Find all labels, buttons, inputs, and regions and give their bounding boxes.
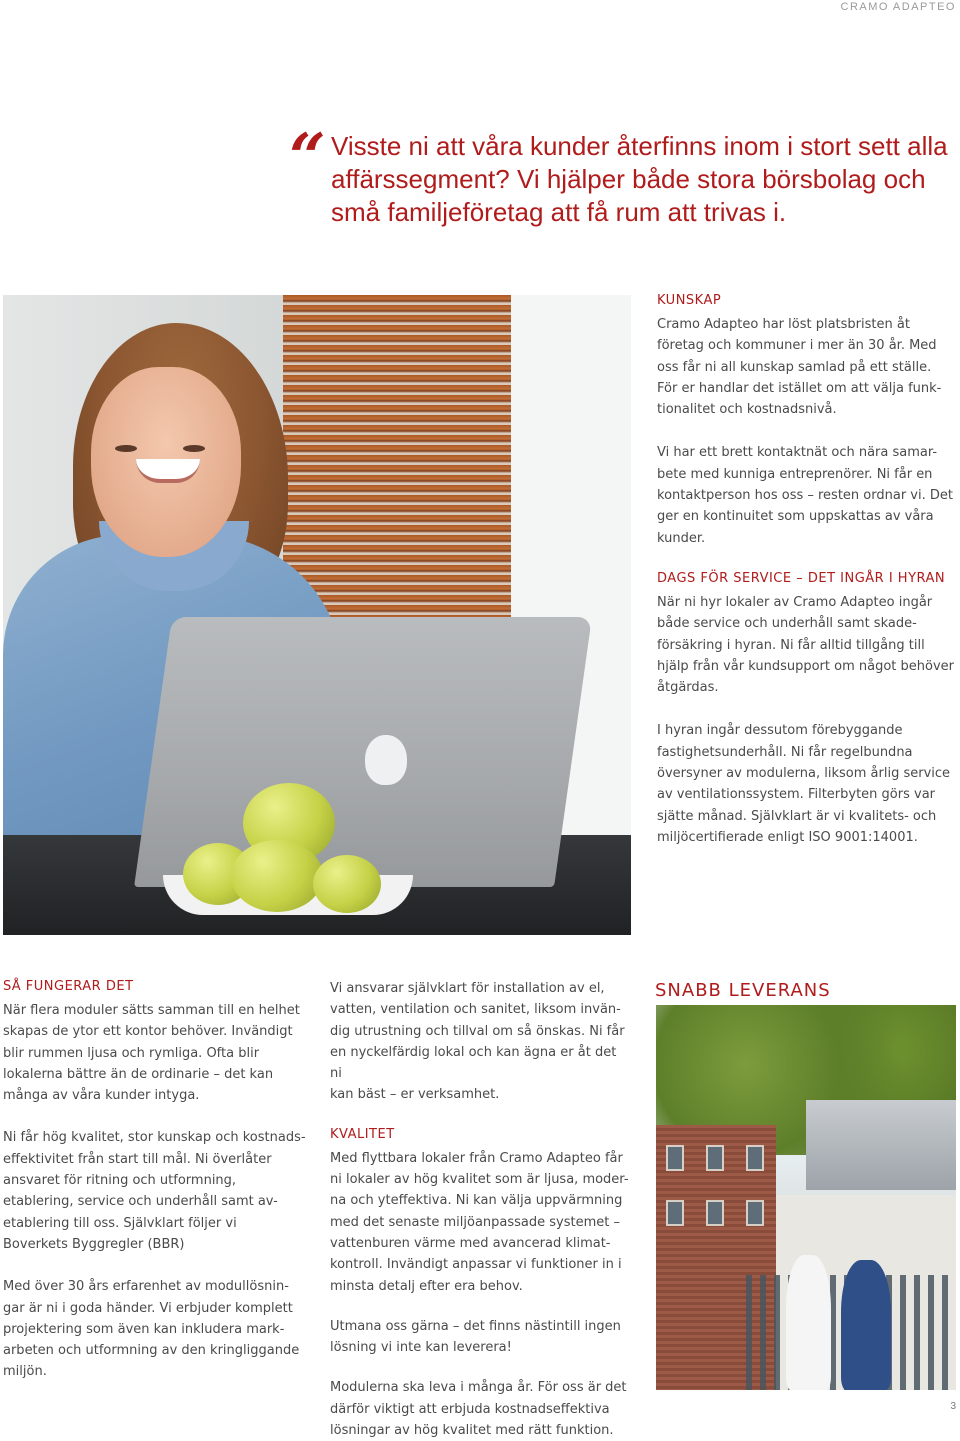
- text-line: ni lokaler av hög kvalitet som är ljusa, moder-: [330, 1172, 629, 1188]
- photo-apple: [313, 855, 381, 913]
- text-line: kunder.: [657, 530, 706, 546]
- kunskap-section: [657, 292, 957, 549]
- text-line: Vi ansvarar självklart för installation av el,: [330, 981, 605, 996]
- text-line: tionalitet och kostnadsnivå.: [657, 402, 837, 418]
- photo-eye: [115, 445, 137, 452]
- text-line: I hyran ingår dessutom förebyggande: [657, 723, 903, 739]
- quote-line: Visste ni att våra kunder återfinns inom i stort sett alla: [331, 131, 948, 161]
- text-line: miljöcertifierade enligt ISO 9001:14001.: [657, 829, 918, 845]
- photo-window: [666, 1145, 684, 1171]
- text-line: Med över 30 års erfarenhet av modullösnin-: [3, 1279, 289, 1295]
- text-line: dig utrustning och tillval om så önskas. Ni får: [330, 1023, 625, 1039]
- text-line: Cramo Adapteo har löst platsbristen åt: [657, 317, 910, 332]
- fungerar-heading: SÅ FUNGERAR DET: [3, 979, 134, 994]
- photo-module-delivery: [656, 1005, 956, 1390]
- text-line: både service och underhåll samt skade-: [657, 616, 917, 632]
- photo-window: [746, 1145, 764, 1171]
- text-line: sjätte månad. Självklart är vi kvalitets- och: [657, 808, 937, 824]
- text-line: åtgärdas.: [657, 680, 719, 696]
- text-line: lokalerna bättre än de ordinarie – det kan: [3, 1066, 274, 1082]
- photo-eye: [183, 445, 205, 452]
- service-heading: DAGS FÖR SERVICE – DET INGÅR I HYRAN: [657, 571, 946, 586]
- page-number: 3: [950, 1401, 956, 1412]
- laptop-logo-icon: [365, 735, 407, 785]
- photo-person: [841, 1260, 891, 1390]
- text-line: fastighetsunderhåll. Ni får regelbundna: [657, 744, 913, 760]
- photo-window: [706, 1200, 724, 1226]
- quote-mark-icon: “: [279, 120, 330, 195]
- middle-section: [330, 978, 630, 1441]
- kunskap-paragraph-2: [657, 442, 957, 548]
- text-line: försäkring i hyran. Ni får alltid tillgång till: [657, 637, 925, 653]
- text-line: Med flyttbara lokaler från Cramo Adapteo får: [330, 1150, 623, 1166]
- brand-header: CRAMO ADAPTEO: [840, 1, 956, 13]
- fungerar-paragraph-2: [3, 1127, 308, 1255]
- kunskap-paragraph-1: [657, 314, 957, 420]
- text-line: Ni får hög kvalitet, stor kunskap och kostnads-: [3, 1130, 306, 1146]
- text-line: hjälp från vår kundsupport om något behöver: [657, 658, 954, 674]
- text-line: vattenburen värme med avancerad klimat-: [330, 1235, 611, 1251]
- text-line: en nyckelfärdig lokal och kan ägna er åt det ni: [330, 1044, 617, 1082]
- fungerar-section: [3, 978, 308, 1383]
- kvalitet-paragraph: [330, 1148, 630, 1297]
- middle-paragraph-4: [330, 1377, 630, 1441]
- text-line: kontroll. Invändigt anpassar vi funktioner in i: [330, 1257, 622, 1273]
- text-line: med det senaste miljöanpassade systemet –: [330, 1214, 620, 1230]
- fungerar-paragraph-3: [3, 1276, 308, 1382]
- text-line: Utmana oss gärna – det finns nästintill ingen: [330, 1318, 621, 1334]
- photo-window: [746, 1200, 764, 1226]
- text-line: gar är ni i goda händer. Vi erbjuder komplett: [3, 1300, 293, 1316]
- text-line: många av våra kunder intyga.: [3, 1088, 200, 1104]
- service-section: [657, 570, 957, 848]
- text-line: kan bäst – er verksamhet.: [330, 1087, 500, 1103]
- photo-woman-laptop: [3, 295, 631, 935]
- text-line: etablering, service och underhåll samt av-: [3, 1194, 278, 1210]
- photo-lifted-module: [806, 1100, 956, 1190]
- text-line: Vi har ett brett kontaktnät och nära samar-: [657, 445, 938, 461]
- kvalitet-heading: KVALITET: [330, 1126, 395, 1142]
- text-line: blir rummen ljusa och rymliga. Ofta blir: [3, 1045, 260, 1061]
- text-line: lösningar av hög kvalitet med rätt funktion.: [330, 1423, 614, 1439]
- fungerar-paragraph-1: [3, 1000, 308, 1106]
- pull-quote: [331, 130, 956, 229]
- text-line: av ventilationssystem. Filterbyten görs var: [657, 787, 936, 803]
- snabb-leverans-heading: SNABB LEVERANS: [655, 980, 831, 1001]
- photo-apple: [231, 840, 323, 912]
- text-line: vatten, ventilation och sanitet, liksom invän-: [330, 1002, 621, 1018]
- quote-line: små familjeföretag att få rum att trivas i.: [331, 197, 787, 227]
- kunskap-heading: KUNSKAP: [657, 293, 722, 308]
- text-line: minsta detalj efter era behov.: [330, 1278, 523, 1294]
- text-line: Modulerna ska leva i många år. För oss är det: [330, 1380, 627, 1396]
- text-line: lösning vi inte kan leverera!: [330, 1340, 512, 1356]
- middle-paragraph-1: [330, 978, 630, 1106]
- text-line: När ni hyr lokaler av Cramo Adapteo ingår: [657, 595, 933, 610]
- text-line: miljön.: [3, 1364, 47, 1380]
- middle-paragraph-3: [330, 1316, 630, 1359]
- photo-person: [786, 1255, 831, 1390]
- text-line: na och yteffektiva. Ni kan välja uppvärmning: [330, 1193, 623, 1209]
- text-line: För er handlar det istället om att välja funk-: [657, 380, 942, 396]
- text-line: När flera moduler sätts samman till en helhet: [3, 1003, 300, 1018]
- photo-window: [706, 1145, 724, 1171]
- text-line: effektivitet från start till mål. Ni överlåter: [3, 1151, 272, 1167]
- text-line: etablering till oss. Självklart följer vi: [3, 1215, 237, 1231]
- text-line: bete med kunniga entreprenörer. Ni får en: [657, 466, 933, 482]
- text-line: oss får ni all kunskap samlad på ett ställe.: [657, 359, 932, 375]
- text-line: företag och kommuner i mer än 30 år. Med: [657, 338, 937, 354]
- photo-window: [666, 1200, 684, 1226]
- text-line: kontaktperson hos oss – resten ordnar vi. Det: [657, 488, 953, 504]
- text-line: skapas de ytor ett kontor behöver. Invändigt: [3, 1024, 293, 1040]
- service-paragraph-2: [657, 720, 957, 848]
- text-line: Boverkets Byggregler (BBR): [3, 1236, 185, 1252]
- text-line: översyner av modulerna, liksom årlig service: [657, 766, 951, 782]
- text-line: därför viktigt att erbjuda kostnadseffektiva: [330, 1401, 610, 1417]
- text-line: ansvaret för ritning och utformning,: [3, 1173, 237, 1189]
- text-line: ger en kontinuitet som uppskattas av våra: [657, 509, 934, 525]
- text-line: projektering som även kan inkludera mark-: [3, 1321, 285, 1337]
- service-paragraph-1: [657, 592, 957, 698]
- text-line: arbeten och utformning av den kringliggande: [3, 1343, 300, 1359]
- quote-line: affärssegment? Vi hjälper både stora börsbolag och: [331, 164, 926, 194]
